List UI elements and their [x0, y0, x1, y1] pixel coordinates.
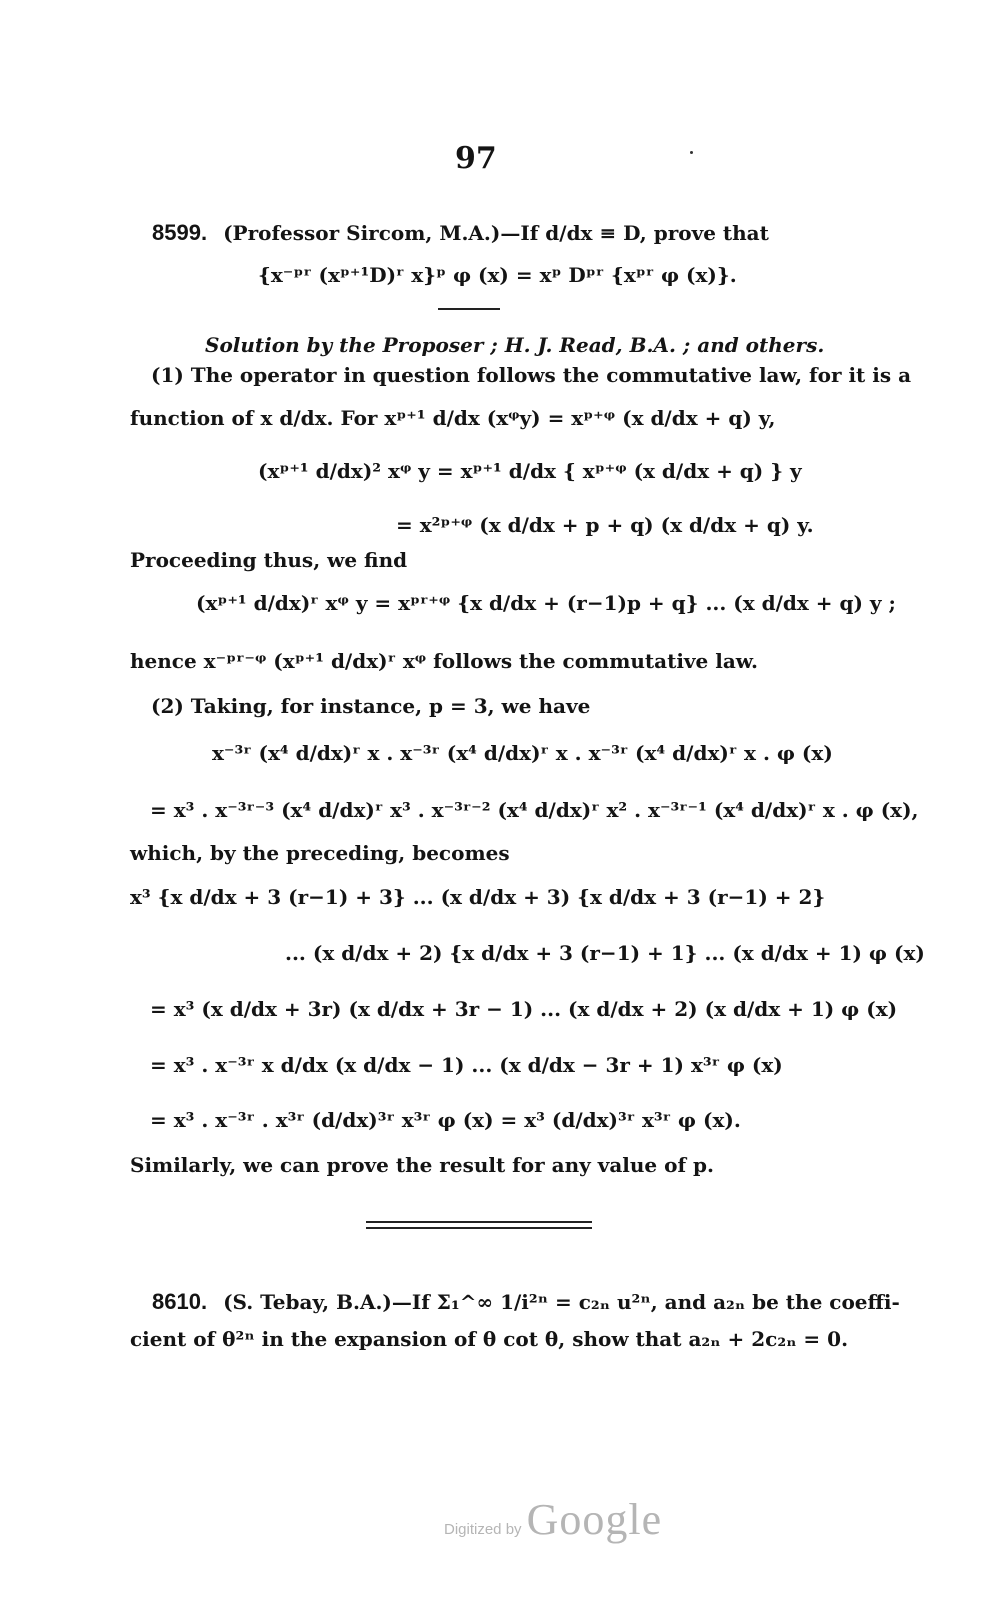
solution-byline: Solution by the Proposer ; H. J. Read, B.A. ; and others. [205, 333, 825, 357]
solution-line: (1) The operator in question follows the commutative law, for it is a [151, 363, 912, 387]
solution-equation: = x³ . x⁻³ʳ x d/dx (x d/dx − 1) ... (x d/dx − 3r + 1) x³ʳ φ (x) [150, 1053, 783, 1077]
problem-8610-line-1 [152, 1289, 900, 1315]
watermark-small: Digitized by [444, 1521, 522, 1538]
problem-text: (S. Tebay, B.A.)—If Σ₁^∞ 1/i²ⁿ = c₂ₙ u²ⁿ, and a₂ₙ be the coeffi- [223, 1290, 900, 1314]
solution-equation: = x²ᵖ⁺ᵠ (x d/dx + p + q) (x d/dx + q) y. [396, 513, 814, 537]
solution-equation: ... (x d/dx + 2) {x d/dx + 3 (r−1) + 1} ... (x d/dx + 1) φ (x) [285, 941, 925, 965]
problem-8599-header [152, 220, 769, 246]
solution-equation: x³ {x d/dx + 3 (r−1) + 3} ... (x d/dx + 3) {x d/dx + 3 (r−1) + 2} [130, 885, 826, 909]
problem-header-text: (Professor Sircom, M.A.)—If d/dx ≡ D, prove that [223, 221, 769, 245]
solution-line: Proceeding thus, we find [130, 548, 408, 572]
solution-line: hence x⁻ᵖʳ⁻ᵠ (xᵖ⁺¹ d/dx)ʳ xᵠ follows the commutative law. [130, 649, 758, 673]
page-number: 97 [455, 141, 497, 176]
solution-line: (2) Taking, for instance, p = 3, we have [151, 694, 591, 718]
solution-equation: (xᵖ⁺¹ d/dx)² xᵠ y = xᵖ⁺¹ d/dx { xᵖ⁺ᵠ (x d/dx + q) } y [258, 459, 802, 483]
google-logo: Google [526, 1495, 663, 1544]
problem-number: 8599. [152, 220, 208, 245]
solution-equation: (xᵖ⁺¹ d/dx)ʳ xᵠ y = xᵖʳ⁺ᵠ {x d/dx + (r−1)p + q} ... (x d/dx + q) y ; [196, 591, 896, 615]
problem-8599-statement: {x⁻ᵖʳ (xᵖ⁺¹D)ʳ x}ᵖ φ (x) = xᵖ Dᵖʳ {xᵖʳ φ (x)}. [258, 263, 737, 287]
solution-line: which, by the preceding, becomes [130, 841, 510, 865]
solution-line: function of x d/dx. For xᵖ⁺¹ d/dx (xᵠy) = xᵖ⁺ᵠ (x d/dx + q) y, [130, 406, 776, 430]
double-divider-top [366, 1221, 592, 1223]
short-divider [438, 308, 500, 310]
problem-number: 8610. [152, 1289, 208, 1314]
solution-equation: = x³ (x d/dx + 3r) (x d/dx + 3r − 1) ... (x d/dx + 2) (x d/dx + 1) φ (x) [150, 997, 898, 1021]
speck [690, 151, 693, 154]
solution-line: Similarly, we can prove the result for any value of p. [130, 1153, 714, 1177]
digitized-by-google-watermark [444, 1494, 662, 1545]
solution-equation: = x³ . x⁻³ʳ⁻³ (x⁴ d/dx)ʳ x³ . x⁻³ʳ⁻² (x⁴ d/dx)ʳ x² . x⁻³ʳ⁻¹ (x⁴ d/dx)ʳ x . φ (x), [150, 798, 919, 822]
solution-equation: = x³ . x⁻³ʳ . x³ʳ (d/dx)³ʳ x³ʳ φ (x) = x³ (d/dx)³ʳ x³ʳ φ (x). [150, 1108, 741, 1132]
problem-8610-line-2: cient of θ²ⁿ in the expansion of θ cot θ, show that a₂ₙ + 2c₂ₙ = 0. [130, 1327, 849, 1351]
solution-equation: x⁻³ʳ (x⁴ d/dx)ʳ x . x⁻³ʳ (x⁴ d/dx)ʳ x . x⁻³ʳ (x⁴ d/dx)ʳ x . φ (x) [212, 741, 833, 765]
double-divider-bottom [366, 1227, 592, 1229]
